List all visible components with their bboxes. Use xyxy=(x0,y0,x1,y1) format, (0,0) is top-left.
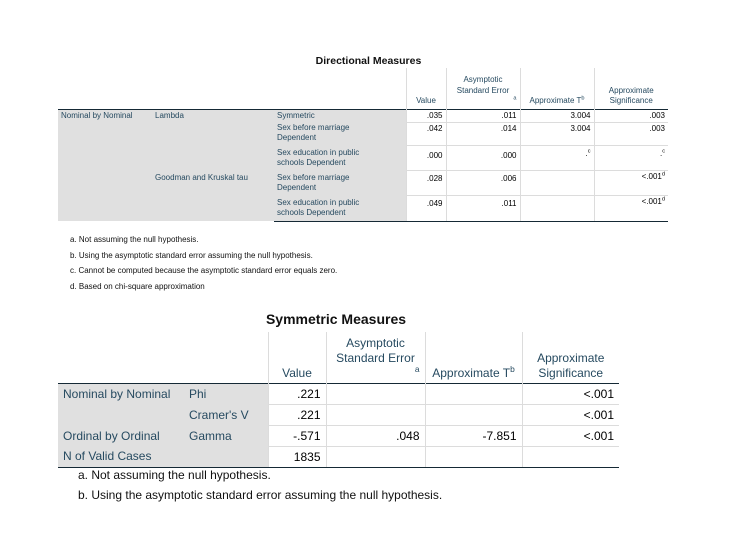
table-row: Sex education in public schools Dependent .049 .011 <.001$^d$ xyxy=(58,196,668,222)
row-label: Sex education in public schools Dependent xyxy=(274,146,406,171)
row-group-label: N of Valid Cases xyxy=(58,446,268,467)
row-label: Cramer's V xyxy=(184,404,268,425)
table-row: Nominal by Nominal Phi .221 <.001 xyxy=(58,383,619,404)
table-row: Goodman and Kruskal tau Sex before marriage Dependent .028 .006 <.001$^d$ xyxy=(58,171,668,196)
row-group-label: Ordinal by Ordinal xyxy=(58,425,184,446)
directional-measures-title: Directional Measures xyxy=(315,55,422,67)
table-header-row xyxy=(58,68,668,109)
row-label: Sex before marriage Dependent xyxy=(274,171,406,196)
table-row: Cramer's V .221 <.001 xyxy=(58,404,619,425)
directional-measures-table xyxy=(58,68,668,222)
row-group-label: Nominal by Nominal xyxy=(58,383,184,425)
table-header-row xyxy=(58,332,619,383)
row-label: Sex before marriage Dependent xyxy=(274,123,406,146)
footnote-c: c. Cannot be computed because the asymptotic standard error equals zero. xyxy=(70,266,338,275)
footnote-b: b. Using the asymptotic standard error assuming the null hypothesis. xyxy=(78,488,443,502)
row-label: Symmetric xyxy=(274,109,406,123)
table-row: Sex before marriage Dependent .042 .014 3.004 .003 xyxy=(58,123,668,146)
table-row: N of Valid Cases 1835 xyxy=(58,446,619,467)
col-header-ase: Asymptotic Standard Error $^a$ xyxy=(326,332,425,383)
row-label: Phi xyxy=(184,383,268,404)
symmetric-measures-title: Symmetric Measures xyxy=(265,311,407,327)
col-header-ase: Asymptotic Standard Error $^a$ xyxy=(446,68,520,109)
footnote-a: a. Not assuming the null hypothesis. xyxy=(70,235,199,244)
footnote-a: a. Not assuming the null hypothesis. xyxy=(78,468,271,482)
table-row: Nominal by Nominal Lambda Symmetric .035 .011 3.004 .003 xyxy=(58,109,668,123)
footnote-b: b. Using the asymptotic standard error assuming the null hypothesis. xyxy=(70,251,313,260)
table-row: Ordinal by Ordinal Gamma -.571 .048 -7.851 <.001 xyxy=(58,425,619,446)
col-header-approx-sig: Approximate Significance xyxy=(594,68,668,109)
row-label: Sex education in public schools Dependent xyxy=(274,196,406,222)
row-group-label: Nominal by Nominal xyxy=(58,109,152,221)
row-subgroup-label: Goodman and Kruskal tau xyxy=(152,171,274,222)
col-header-approx-t: Approximate $T^b$ xyxy=(520,68,594,109)
col-header-approx-sig: Approximate Significance xyxy=(522,332,619,383)
row-label: Gamma xyxy=(184,425,268,446)
row-subgroup-label: Lambda xyxy=(152,109,274,171)
symmetric-measures-table xyxy=(58,332,619,468)
footnote-d: d. Based on chi-square approximation xyxy=(70,282,205,291)
col-header-value: Value xyxy=(406,68,446,109)
table-row: Sex education in public schools Dependent .000 .000 .$^c$ .$^c$ xyxy=(58,146,668,171)
col-header-value: Value xyxy=(268,332,326,383)
col-header-approx-t: Approximate $T^b$ xyxy=(425,332,522,383)
